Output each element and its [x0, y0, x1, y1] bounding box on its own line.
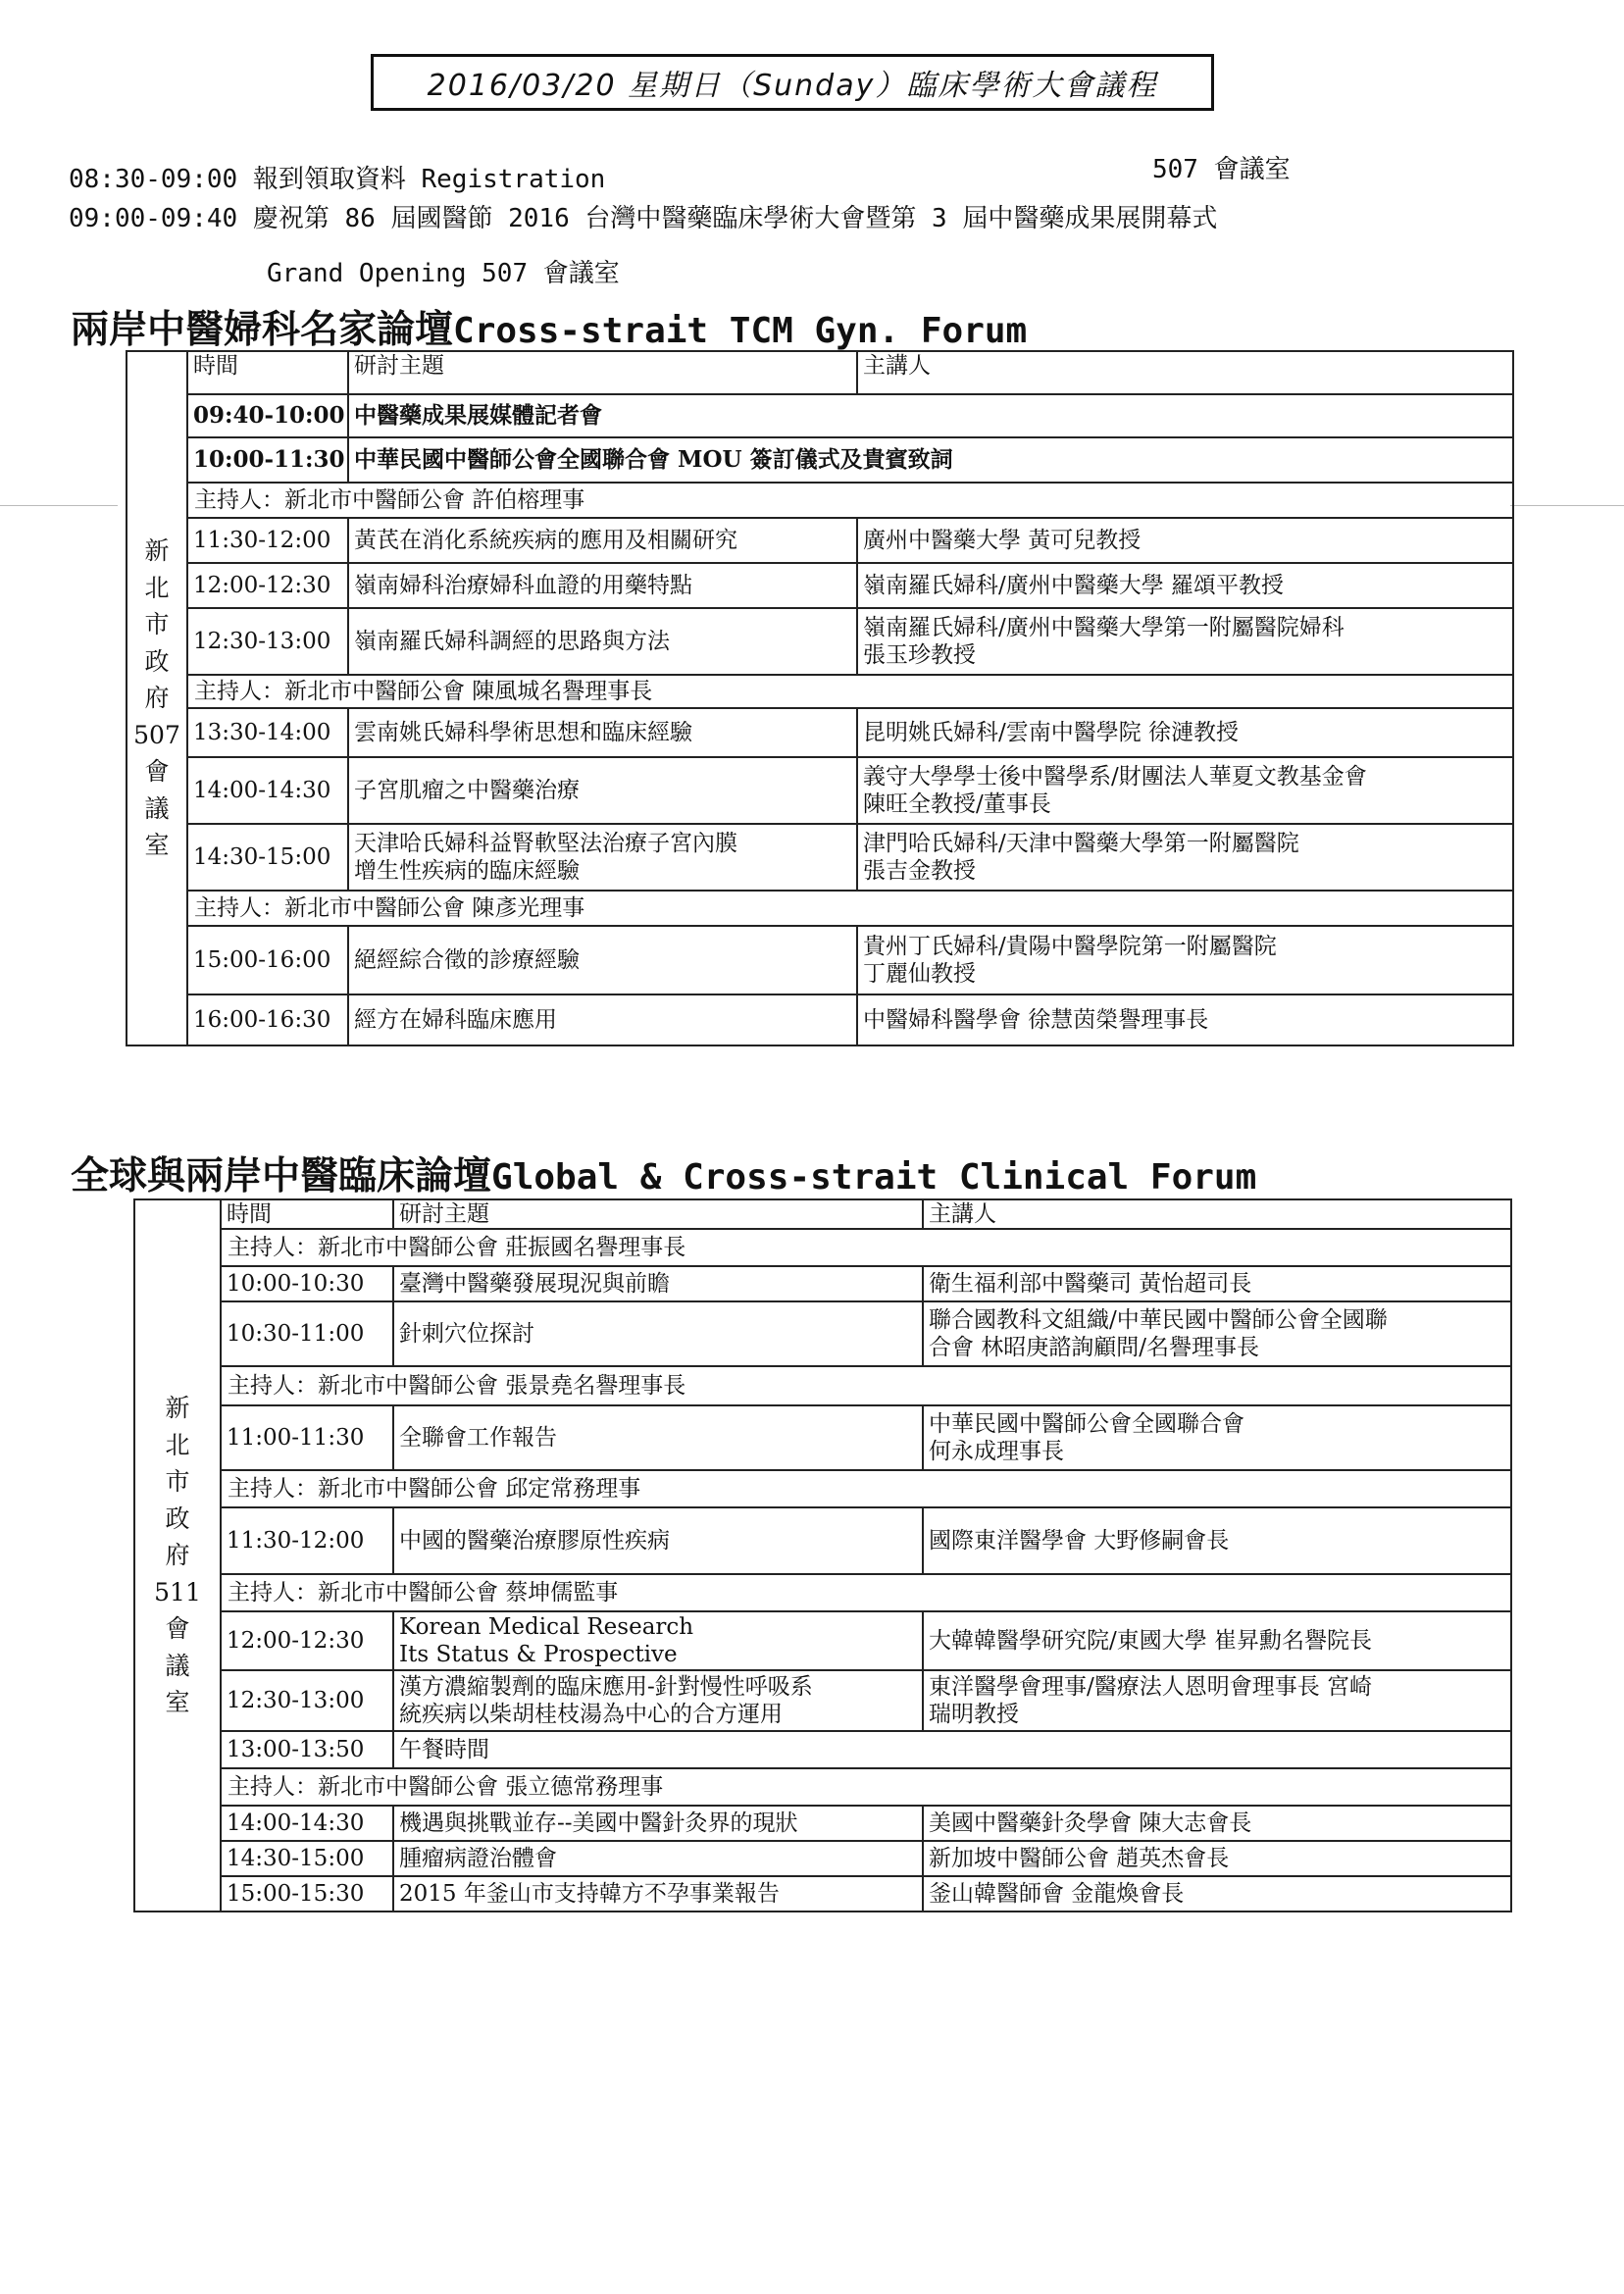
speaker-line: 聯合國教科文組織/中華民國中醫師公會全國聯 — [929, 1307, 1388, 1333]
speaker-line: 張玉珍教授 — [863, 642, 976, 668]
forum2-schedule-table — [133, 1198, 1512, 1912]
host-row — [134, 1229, 1511, 1266]
host-row — [134, 1366, 1511, 1405]
session-speaker — [923, 1301, 1511, 1366]
topic-line: 增生性疾病的臨床經驗 — [354, 858, 580, 884]
speaker-line: 新加坡中醫師公會 趙英杰會長 — [929, 1846, 1230, 1872]
session-time: 11:00-11:30 — [221, 1405, 393, 1470]
session-speaker — [923, 1670, 1511, 1731]
session-speaker — [857, 518, 1513, 563]
session-speaker — [923, 1806, 1511, 1841]
event-row — [127, 437, 1513, 483]
session-time: 13:00-13:50 — [221, 1731, 393, 1768]
talk-row — [134, 1405, 1511, 1470]
venue-char: 政 — [165, 1504, 190, 1533]
session-topic — [393, 1611, 923, 1670]
event-row — [134, 1731, 1511, 1768]
session-speaker — [923, 1507, 1511, 1574]
venue-char: 議 — [165, 1651, 190, 1680]
event-title: 中華民國中醫師公會全國聯合會 MOU 簽訂儀式及貴賓致詞 — [348, 437, 1513, 483]
event-title: 午餐時間 — [393, 1731, 1511, 1768]
session-time: 15:00-16:00 — [187, 926, 348, 994]
header-topic: 研討主題 — [393, 1199, 923, 1229]
session-time: 14:00-14:30 — [187, 757, 348, 824]
session-topic — [393, 1876, 923, 1912]
venue-char: 北 — [144, 573, 170, 602]
speaker-line: 中醫婦科醫學會 徐慧茵榮譽理事長 — [863, 1006, 1209, 1033]
session-topic — [393, 1301, 923, 1366]
host-text: 主持人：新北市中醫師公會 陳彥光理事 — [187, 891, 1513, 926]
talk-row — [127, 708, 1513, 757]
talk-row — [134, 1266, 1511, 1301]
venue-char: 會 — [144, 757, 170, 787]
talk-row — [127, 994, 1513, 1045]
session-topic — [348, 563, 857, 608]
speaker-line: 義守大學學士後中醫學系/財團法人華夏文教基金會 — [863, 763, 1367, 790]
talk-row — [127, 608, 1513, 675]
host-text: 主持人：新北市中醫師公會 張景堯名譽理事長 — [221, 1366, 1511, 1405]
host-text: 主持人：新北市中醫師公會 張立德常務理事 — [221, 1768, 1511, 1806]
topic-line: 嶺南羅氏婦科調經的思路與方法 — [354, 628, 670, 654]
host-row — [134, 1768, 1511, 1806]
session-time: 11:30-12:00 — [187, 518, 348, 563]
speaker-line: 釜山韓醫師會 金龍煥會長 — [929, 1881, 1185, 1908]
session-time: 14:00-14:30 — [221, 1806, 393, 1841]
session-topic — [348, 608, 857, 675]
venue-char: 會 — [165, 1614, 190, 1644]
session-speaker — [923, 1266, 1511, 1301]
session-topic — [393, 1266, 923, 1301]
session-time: 13:30-14:00 — [187, 708, 348, 757]
session-time: 09:40-10:00 — [187, 394, 348, 437]
speaker-line: 合會 林昭庚諮詢顧問/名譽理事長 — [929, 1335, 1260, 1361]
session-topic — [393, 1841, 923, 1876]
session-time: 10:00-11:30 — [187, 437, 348, 483]
forum1-schedule-table — [126, 350, 1514, 1046]
session-time: 11:30-12:00 — [221, 1507, 393, 1574]
speaker-line: 張吉金教授 — [863, 858, 976, 884]
topic-line: 子宮肌瘤之中醫藥治療 — [354, 777, 580, 803]
host-row — [134, 1470, 1511, 1507]
page-title: 2016/03/20 星期日（Sunday）臨床學術大會議程 — [371, 54, 1214, 111]
topic-line: 全聯會工作報告 — [399, 1425, 557, 1452]
speaker-line: 嶺南羅氏婦科/廣州中醫藥大學第一附屬醫院婦科 — [863, 614, 1345, 640]
venue-char: 新 — [144, 536, 170, 566]
session-topic — [393, 1507, 923, 1574]
forum1-venue — [127, 351, 187, 1045]
topic-line: 嶺南婦科治療婦科血證的用藥特點 — [354, 572, 692, 598]
session-speaker — [923, 1841, 1511, 1876]
topic-line: 統疾病以柴胡桂枝湯為中心的合方運用 — [399, 1702, 783, 1728]
host-text: 主持人：新北市中醫師公會 許伯榕理事 — [187, 483, 1513, 518]
topic-line: 臺灣中醫藥發展現況與前瞻 — [399, 1271, 670, 1298]
event-title: 中醫藥成果展媒體記者會 — [348, 394, 1513, 437]
speaker-line: 東洋醫學會理事/醫療法人恩明會理事長 宮崎 — [929, 1674, 1373, 1700]
session-time: 12:30-13:00 — [221, 1670, 393, 1731]
talk-row — [127, 757, 1513, 824]
talk-row — [134, 1876, 1511, 1912]
session-topic — [348, 824, 857, 891]
forum1-title — [71, 299, 1027, 354]
session-topic — [348, 926, 857, 994]
header-speaker: 主講人 — [923, 1199, 1511, 1229]
host-row — [127, 891, 1513, 926]
talk-row — [134, 1301, 1511, 1366]
session-time: 12:30-13:00 — [187, 608, 348, 675]
talk-row — [134, 1806, 1511, 1841]
venue-char: 北 — [165, 1430, 190, 1459]
registration-line: 08:30-09:00 報到領取資料 Registration — [69, 165, 606, 194]
host-text: 主持人：新北市中醫師公會 陳風城名譽理事長 — [187, 675, 1513, 708]
session-speaker — [857, 608, 1513, 675]
speaker-line: 中華民國中醫師公會全國聯合會 — [929, 1411, 1244, 1437]
topic-line: Korean Medical Research — [399, 1614, 694, 1640]
session-speaker — [923, 1405, 1511, 1470]
speaker-line: 大韓韓醫學研究院/東國大學 崔昇勳名譽院長 — [929, 1628, 1373, 1655]
session-topic — [393, 1806, 923, 1841]
session-speaker — [857, 757, 1513, 824]
session-time: 14:30-15:00 — [187, 824, 348, 891]
session-topic — [348, 757, 857, 824]
grand-opening-line: Grand Opening 507 會議室 — [267, 259, 620, 288]
venue-char: 室 — [144, 831, 170, 860]
speaker-line: 丁麗仙教授 — [863, 961, 976, 987]
session-time: 16:00-16:30 — [187, 994, 348, 1045]
forum2-title-en: Global & Cross-strait Clinical Forum — [491, 1157, 1257, 1198]
topic-line: 經方在婦科臨床應用 — [354, 1006, 557, 1033]
topic-line: 雲南姚氏婦科學術思想和臨床經驗 — [354, 719, 692, 745]
venue-char: 政 — [144, 646, 170, 676]
topic-line: 漢方濃縮製劑的臨床應用-針對慢性呼吸系 — [399, 1674, 813, 1700]
speaker-line: 國際東洋醫學會 大野修嗣會長 — [929, 1528, 1230, 1555]
topic-line: 2015 年釜山市支持韓方不孕事業報告 — [399, 1881, 780, 1908]
session-speaker — [857, 824, 1513, 891]
talk-row — [134, 1507, 1511, 1574]
forum2-venue — [134, 1199, 221, 1912]
speaker-line: 瑞明教授 — [929, 1702, 1019, 1728]
speaker-line: 嶺南羅氏婦科/廣州中醫藥大學 羅頌平教授 — [863, 572, 1285, 598]
forum1-header-row — [127, 351, 1513, 394]
speaker-line: 津門哈氏婦科/天津中醫藥大學第一附屬醫院 — [863, 830, 1299, 856]
session-topic — [348, 518, 857, 563]
venue-char: 室 — [165, 1688, 190, 1717]
session-time: 14:30-15:00 — [221, 1841, 393, 1876]
topic-line: Its Status & Prospective — [399, 1642, 678, 1668]
host-text: 主持人：新北市中醫師公會 蔡坤儒監事 — [221, 1574, 1511, 1611]
topic-line: 機遇與挑戰並存--美國中醫針灸界的現狀 — [399, 1810, 798, 1837]
session-time: 10:30-11:00 — [221, 1301, 393, 1366]
talk-row — [134, 1611, 1511, 1670]
session-topic — [393, 1670, 923, 1731]
topic-line: 黃芪在消化系統疾病的應用及相關研究 — [354, 527, 737, 553]
talk-row — [127, 824, 1513, 891]
header-topic: 研討主題 — [348, 351, 857, 394]
venue-char: 議 — [144, 793, 170, 823]
talk-row — [127, 563, 1513, 608]
speaker-line: 貴州丁氏婦科/貴陽中醫學院第一附屬醫院 — [863, 933, 1277, 959]
session-time: 12:00-12:30 — [187, 563, 348, 608]
host-text: 主持人：新北市中醫師公會 莊振國名譽理事長 — [221, 1229, 1511, 1266]
venue-char: 府 — [144, 684, 170, 713]
topic-line: 天津哈氏婦科益腎軟堅法治療子宮內膜 — [354, 830, 737, 856]
forum1-title-zh: 兩岸中醫婦科名家論壇 — [71, 308, 454, 352]
forum2-title-zh: 全球與兩岸中醫臨床論壇 — [71, 1154, 492, 1198]
topic-line: 絕經綜合徵的診療經驗 — [354, 946, 580, 973]
topic-line: 腫瘤病證治體會 — [399, 1846, 557, 1872]
talk-row — [127, 926, 1513, 994]
venue-char: 府 — [165, 1541, 190, 1570]
speaker-line: 廣州中醫藥大學 黃可兒教授 — [863, 527, 1142, 553]
session-speaker — [923, 1611, 1511, 1670]
session-speaker — [923, 1876, 1511, 1912]
forum1-title-en: Cross-strait TCM Gyn. Forum — [453, 311, 1028, 351]
session-topic — [348, 994, 857, 1045]
topic-line: 針刺穴位探討 — [399, 1321, 534, 1348]
header-speaker: 主講人 — [857, 351, 1513, 394]
session-time: 12:00-12:30 — [221, 1611, 393, 1670]
session-topic — [393, 1405, 923, 1470]
topic-line: 中國的醫藥治療膠原性疾病 — [399, 1528, 670, 1555]
speaker-line: 美國中醫藥針灸學會 陳大志會長 — [929, 1810, 1252, 1837]
opening-line: 09:00-09:40 慶祝第 86 屆國醫節 2016 台灣中醫藥臨床學術大會暨第 3 屆中醫藥成果展開幕式 — [69, 204, 1218, 233]
session-speaker — [857, 994, 1513, 1045]
host-row — [127, 483, 1513, 518]
event-row — [127, 394, 1513, 437]
venue-char: 新 — [165, 1394, 190, 1423]
session-speaker — [857, 926, 1513, 994]
session-speaker — [857, 708, 1513, 757]
talk-row — [127, 518, 1513, 563]
forum2-header-row — [134, 1199, 1511, 1229]
session-speaker — [857, 563, 1513, 608]
registration-room: 507 會議室 — [1152, 155, 1291, 184]
talk-row — [134, 1670, 1511, 1731]
session-time: 10:00-10:30 — [221, 1266, 393, 1301]
speaker-line: 昆明姚氏婦科/雲南中醫學院 徐漣教授 — [863, 719, 1240, 745]
venue-char: 市 — [165, 1467, 190, 1497]
venue-char: 市 — [144, 610, 170, 639]
host-row — [134, 1574, 1511, 1611]
speaker-line: 陳旺全教授/董事長 — [863, 791, 1051, 817]
venue-char: 511 — [154, 1577, 201, 1606]
session-time: 15:00-15:30 — [221, 1876, 393, 1912]
host-row — [127, 675, 1513, 708]
venue-char: 507 — [133, 720, 180, 749]
header-time: 時間 — [221, 1199, 393, 1229]
speaker-line: 衛生福利部中醫藥司 黃怡超司長 — [929, 1271, 1252, 1298]
forum2-title — [71, 1146, 1256, 1200]
session-topic — [348, 708, 857, 757]
host-text: 主持人：新北市中醫師公會 邱定常務理事 — [221, 1470, 1511, 1507]
speaker-line: 何永成理事長 — [929, 1439, 1064, 1465]
talk-row — [134, 1841, 1511, 1876]
header-time: 時間 — [187, 351, 348, 394]
